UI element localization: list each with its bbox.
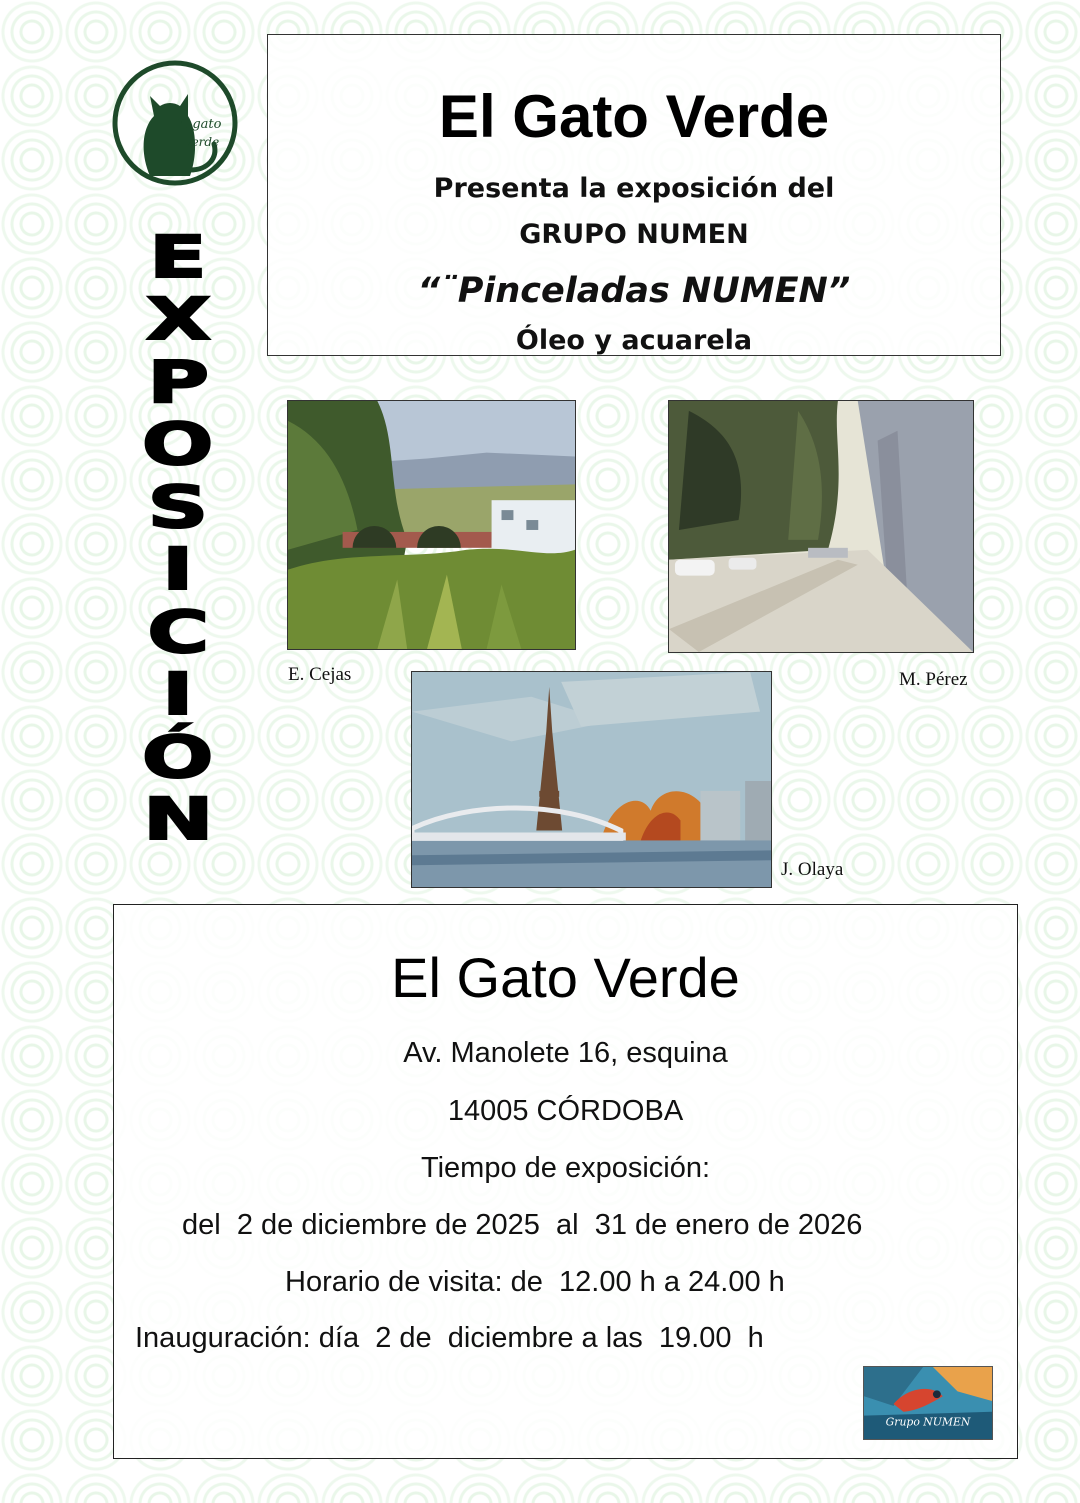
logo-text-line1: El gato <box>174 117 222 132</box>
info-opening: Inauguración: día 2 de diciembre a las 19.00 h <box>135 1322 764 1354</box>
header-exhibition-title: “¨Pinceladas NUMEN” <box>417 271 851 311</box>
numen-logo-text: Grupo NUMEN <box>885 1415 971 1429</box>
vertical-letter: Ó <box>142 722 214 791</box>
info-period-label: Tiempo de exposición: <box>420 1152 711 1184</box>
header-presents-line: Presenta la exposición del <box>433 173 835 204</box>
info-address: Av. Manolete 16, esquina <box>403 1037 728 1069</box>
header-title: El Gato Verde <box>438 83 830 150</box>
numen-bird-icon <box>864 1367 992 1439</box>
header-technique: Óleo y acuarela <box>515 325 753 356</box>
header-box <box>267 34 1001 356</box>
el-gato-verde-logo <box>110 58 240 188</box>
logo-text-line2: verde <box>184 135 220 149</box>
vertical-letter: I <box>162 535 194 604</box>
painting-credit-perez: M. Pérez <box>899 669 968 690</box>
vertical-letter: O <box>142 410 214 479</box>
grupo-numen-logo <box>863 1366 993 1440</box>
painting-credit-cejas: E. Cejas <box>288 664 352 685</box>
cat-silhouette-icon <box>110 58 240 188</box>
vertical-letter: I <box>162 660 194 729</box>
painting-credit-olaya: J. Olaya <box>781 859 844 880</box>
vertical-title-exposicion <box>128 223 228 853</box>
vertical-letter: S <box>147 472 209 541</box>
info-venue-title: El Gato Verde <box>391 946 740 1009</box>
vertical-letter: N <box>142 784 214 853</box>
info-city: 14005 CÓRDOBA <box>447 1095 684 1127</box>
vertical-letter: E <box>149 223 207 291</box>
painting-landscape-bridge <box>287 400 576 650</box>
painting-eiffel-tower <box>411 671 772 888</box>
info-dates: del 2 de diciembre de 2025 al 31 de enero de 2026 <box>182 1209 863 1241</box>
vertical-letter: C <box>147 597 209 666</box>
vertical-letter: P <box>147 347 209 416</box>
header-group-name: GRUPO NUMEN <box>519 219 749 250</box>
vertical-letter: X <box>145 285 211 354</box>
painting-watercolor-street <box>668 400 974 653</box>
info-hours: Horario de visita: de 12.00 h a 24.00 h <box>285 1266 785 1298</box>
